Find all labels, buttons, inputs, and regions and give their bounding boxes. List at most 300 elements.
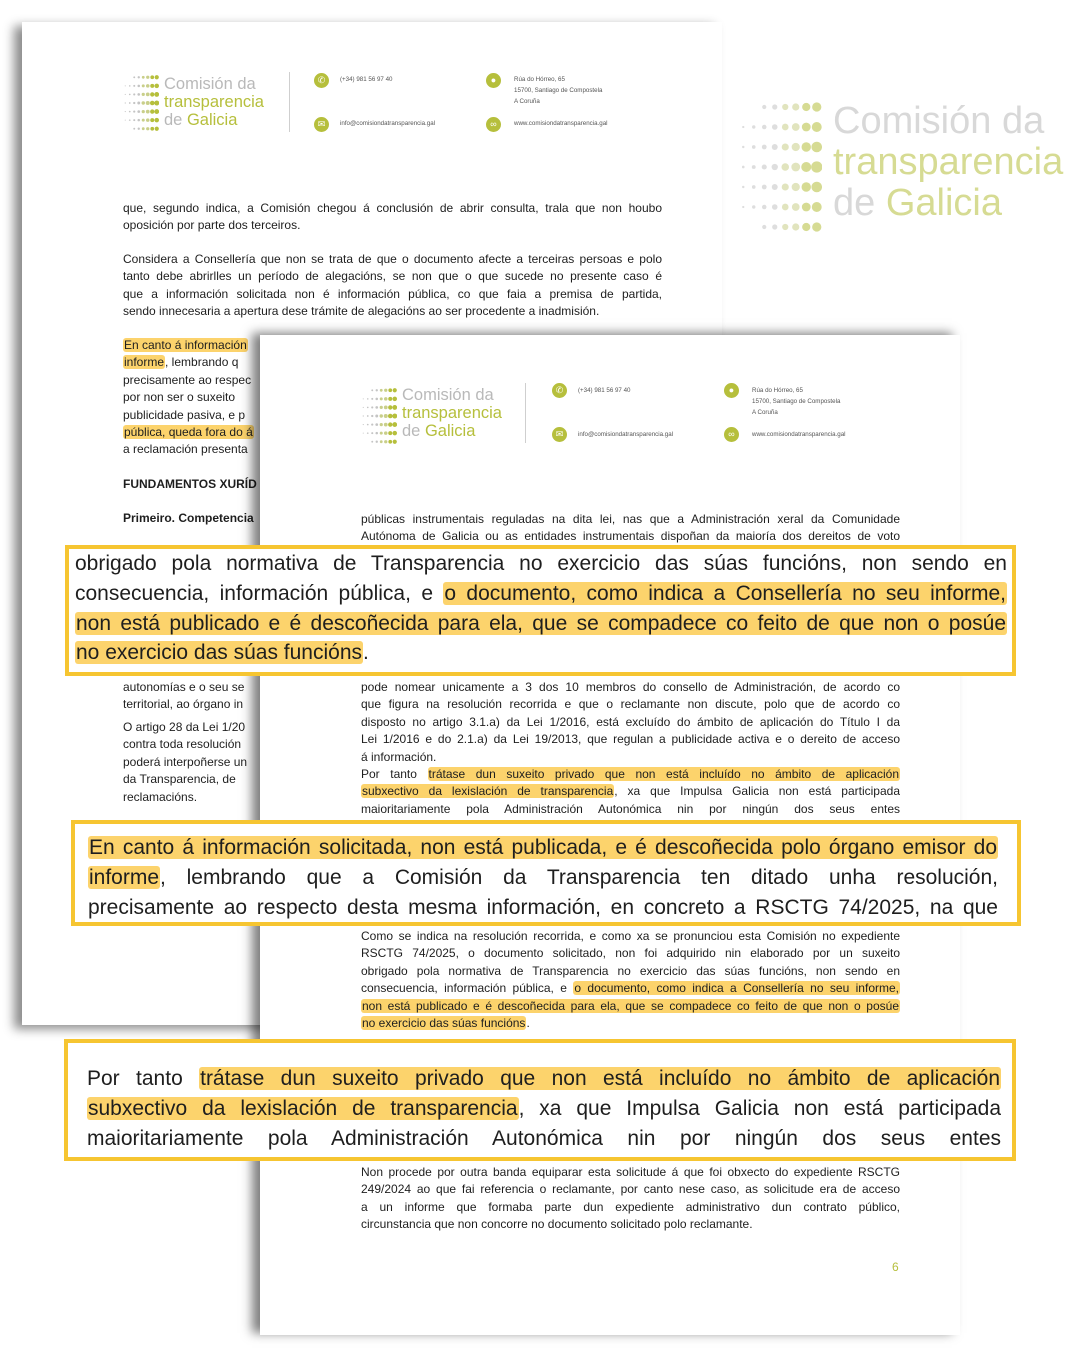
logo-dot <box>388 397 392 401</box>
text-segment: consecuencia, información pública, e <box>361 981 574 996</box>
text-segment: públicas instrumentais reguladas na dita lei, nas que a Administración xeral da Comunidade <box>361 512 900 526</box>
text-segment: Considera a Consellería que non se trata de que o documento afecte a terceiras persoas e polo <box>123 252 662 266</box>
logo-dot <box>384 406 388 410</box>
phone-icon: ✆ <box>552 383 567 398</box>
logo-dot <box>142 93 145 96</box>
logo-dots-icon <box>123 73 159 133</box>
logo-dot <box>137 110 140 113</box>
text-segment: que figura na resolución recorrida e que o reclamante non discute, polo que de acordo co <box>361 697 900 712</box>
logo-dots-icon <box>361 386 397 446</box>
text-segment: a reclamación presenta <box>123 442 248 457</box>
logo-dot <box>782 124 789 131</box>
text-segment: obrigado pola normativa de Transparencia no exercicio das súas funcións, non sendo en <box>75 552 1007 575</box>
logo-dot <box>154 118 159 123</box>
logo-line-3b: Galicia <box>424 422 476 440</box>
logo-dot <box>802 123 811 132</box>
email-icon: ✉ <box>552 427 567 442</box>
logo-dot <box>388 414 393 419</box>
logo-dots-icon <box>738 97 822 237</box>
logo-dot <box>384 397 388 401</box>
logo-dot <box>125 85 126 86</box>
logo-dot <box>781 163 789 171</box>
text-line <box>87 1124 1001 1154</box>
paragraph <box>361 679 900 766</box>
text-segment: obrigado pola normativa de Transparencia no exercicio das súas funcións, non sendo en <box>361 963 900 978</box>
logo-dot <box>392 405 397 410</box>
logo-dot <box>384 431 388 435</box>
link-icon: ∞ <box>724 427 739 442</box>
logo-dot <box>812 122 822 132</box>
logo-dot <box>129 85 131 87</box>
logo-dot <box>375 415 378 418</box>
header-divider <box>289 72 290 132</box>
text-segment: que, segundo indica, a Comisión chegou á conclusión de abrir consulta, trala que non houbo <box>123 201 662 215</box>
text-line <box>87 1094 1001 1124</box>
logo-dot <box>371 441 373 443</box>
logo-dot <box>742 186 744 188</box>
logo-dot <box>384 440 387 443</box>
website-url: www.comisiondatransparencia.gal <box>752 431 846 438</box>
zoom-callout-1 <box>65 545 1016 676</box>
highlighted-text: En canto á información <box>124 338 247 352</box>
logo-dot <box>146 127 149 130</box>
highlighted-text: non está publicado e é descoñecida para ela, que se compadece co feito de que non o posúe <box>362 998 899 1013</box>
logo-dot <box>388 440 392 444</box>
text-line <box>361 945 900 962</box>
logo-line-3a: de <box>164 111 187 129</box>
phone-number: (+34) 981 56 97 40 <box>578 387 631 394</box>
logo-dot <box>392 397 397 402</box>
logo-dot <box>142 84 145 87</box>
logo-line-2: transparencia <box>164 93 264 111</box>
logo-dot <box>392 413 397 418</box>
highlighted-text: o documento, como indica a Consellería no seu informe, <box>444 581 1006 605</box>
logo-dot <box>772 204 778 210</box>
logo-dot <box>393 440 397 444</box>
text-segment: á información. <box>361 749 437 764</box>
logo-dot <box>388 405 392 409</box>
text-line <box>361 696 900 713</box>
text-line <box>75 549 1007 579</box>
logo-dot <box>142 76 145 79</box>
paragraph <box>361 766 900 818</box>
logo-dot <box>762 125 766 129</box>
paragraph <box>361 928 900 1032</box>
zoom-callout-2 <box>71 820 1021 926</box>
logo-dot <box>782 204 789 211</box>
paragraph <box>123 200 662 235</box>
logo-dot <box>742 126 744 128</box>
text-segment: que a información solicitada non é información pública, co que faia a premisa de partida, <box>123 286 662 301</box>
logo-dot <box>380 406 383 409</box>
text-segment: , xa que Impulsa Galicia non está participada <box>614 784 900 799</box>
callout-text <box>87 1064 1001 1153</box>
logo-dot <box>792 103 799 110</box>
logo-dot <box>802 103 810 111</box>
logo-dot <box>125 102 126 103</box>
address-line: 15700, Santiago de Compostela <box>514 87 603 94</box>
logo-dot <box>155 127 159 131</box>
logo-dot <box>133 76 135 78</box>
logo-dot <box>125 111 126 112</box>
highlighted-text: informe <box>124 355 165 370</box>
logo-dot <box>137 102 140 105</box>
text-segment: Autónoma de Galicia ou as entidades instrumentais dispoñan da maioría dos dereitos de voto <box>361 529 900 544</box>
address-line: Rúa do Hórreo, 65 <box>752 387 803 394</box>
text-segment: Por tanto <box>87 1067 200 1090</box>
paragraph <box>361 511 900 546</box>
logo-dot <box>137 93 140 96</box>
logo-dot <box>802 142 811 151</box>
logo-dot <box>812 222 821 231</box>
logo-dot <box>742 206 744 208</box>
logo-dot <box>772 124 778 130</box>
logo-dot <box>384 414 388 418</box>
logo-dot <box>782 143 789 150</box>
text-line <box>361 766 900 783</box>
logo-dot <box>367 432 369 434</box>
logo-dot <box>812 202 822 212</box>
logo-dot <box>752 185 756 189</box>
logo-dot <box>129 94 131 96</box>
text-segment: territorial, ao órgano in <box>123 697 244 712</box>
callout-text <box>88 833 998 922</box>
zoom-callout-3 <box>64 1039 1016 1161</box>
highlighted-text: subxectivo da lexislación de transparencia <box>88 1096 518 1120</box>
logo-dot <box>752 125 755 128</box>
text-line <box>123 286 662 303</box>
logo-dot <box>762 164 767 169</box>
logo-dot <box>142 127 145 130</box>
text-line <box>75 609 1007 639</box>
logo-dot <box>138 128 140 130</box>
text-segment: publicidade pasiva, e p <box>123 407 246 422</box>
logo-dot <box>772 164 778 170</box>
logo-dot <box>133 93 135 95</box>
logo-dot <box>375 432 378 435</box>
text-line <box>361 928 900 945</box>
text-segment: poderá interpoñerse un <box>123 754 248 769</box>
logo-dot <box>388 422 392 426</box>
logo-dot <box>392 422 397 427</box>
text-line <box>123 200 662 217</box>
highlighted-text: trátase dun suxeito privado que non está incluído no ámbito de aplicación <box>428 767 899 781</box>
logo-dot <box>367 407 369 409</box>
text-segment: pode nomear unicamente a 3 dos 10 membros do consello de Administración, de acordo co <box>361 680 900 694</box>
logo-dot <box>142 119 145 122</box>
logo-dot <box>772 184 778 190</box>
logo-dot <box>125 120 126 121</box>
text-line <box>75 638 1007 668</box>
logo-dot <box>792 183 800 191</box>
text-line <box>361 1164 900 1181</box>
logo-dot <box>792 123 800 131</box>
logo-dot <box>802 182 811 191</box>
logo-line-1: Comisión da <box>402 386 494 404</box>
logo-dot <box>146 93 150 97</box>
logo-dot <box>142 101 145 104</box>
logo-dot <box>792 143 800 151</box>
text-line <box>75 579 1007 609</box>
logo-dot <box>782 224 788 230</box>
logo-dot <box>133 102 135 104</box>
phone-icon: ✆ <box>314 73 329 88</box>
text-segment: Por tanto <box>361 767 428 781</box>
letterhead <box>22 22 722 162</box>
logo-line-3a: de <box>402 422 425 440</box>
text-segment: Como se indica na resolución recorrida, e como xa se pronunciou esta Comisión no expediente <box>361 929 900 943</box>
highlighted-text: no exercicio das súas funcións <box>362 1015 526 1030</box>
text-segment: oposición por parte dos terceiros. <box>123 218 301 233</box>
text-segment: Lei 1/2016 e do 2.1.a) da Lei 19/2013, que regulan a publicidade activa e o dereito de acceso <box>361 732 900 747</box>
logo-dot <box>363 398 364 399</box>
text-line <box>361 963 900 980</box>
highlighted-text: subxectivo da lexislación de transparencia <box>362 784 614 799</box>
logo-dot <box>133 110 135 112</box>
logo-dot <box>154 84 159 89</box>
logo-dot <box>133 119 135 121</box>
text-segment: Non procede por outra banda equiparar esta solicitude á que foi obxecto do expediente RSCTG <box>361 1165 900 1179</box>
logo-dot <box>782 183 789 190</box>
logo-dot <box>376 441 378 443</box>
text-line <box>361 1181 900 1198</box>
logo-dot <box>376 389 378 391</box>
text-line <box>361 998 900 1015</box>
highlighted-text: o documento, como indica a Consellería no seu informe, <box>574 981 899 996</box>
postal-address <box>514 74 602 107</box>
logo-dot <box>137 85 140 88</box>
text-line <box>361 801 900 818</box>
text-segment: tanto debe abrirlles un período de alegacións, se non que o que sucede no presente caso é <box>123 269 662 284</box>
logo-dot <box>762 205 766 209</box>
text-segment: . <box>363 641 369 665</box>
logo-dot <box>802 223 810 231</box>
logo-dot <box>380 397 383 400</box>
logo-dot <box>388 431 392 435</box>
logo-dot <box>742 146 744 148</box>
phone-number: (+34) 981 56 97 40 <box>340 76 393 83</box>
logo-dot <box>363 407 364 408</box>
logo-dot <box>133 85 135 87</box>
logo-dot <box>150 127 154 131</box>
text-segment: . <box>526 1015 530 1030</box>
address-line: A Coruña <box>514 98 540 105</box>
text-line <box>123 251 662 268</box>
logo-dot <box>371 398 373 400</box>
logo-dot <box>150 84 154 88</box>
logo-dot <box>742 166 745 169</box>
logo-dot <box>363 415 364 416</box>
logo-dot <box>811 161 822 172</box>
logo-dot <box>367 415 369 417</box>
text-line <box>361 511 900 528</box>
logo-dot <box>146 84 150 88</box>
logo-dot <box>154 100 159 105</box>
email-address: info@comisiondatransparencia.gal <box>340 120 436 127</box>
logo-text <box>164 75 264 129</box>
logo-dot <box>801 162 811 172</box>
text-line <box>361 679 900 696</box>
logo-dot <box>146 118 150 122</box>
logo-dot <box>155 75 159 79</box>
logo-dot <box>150 92 154 96</box>
text-line <box>361 528 900 545</box>
logo-dot <box>142 110 145 113</box>
logo-dot <box>772 224 777 229</box>
text-segment: , xa que Impulsa Galicia non está participada <box>518 1096 1001 1120</box>
logo-dot <box>811 142 822 153</box>
logo-dot <box>388 388 392 392</box>
text-segment: , lembrando que a Comisión da Transparencia ten ditado unha resolución, <box>160 865 998 889</box>
logo-dot <box>772 104 777 109</box>
postal-address <box>752 385 840 418</box>
text-line <box>88 893 998 923</box>
text-line <box>361 714 900 731</box>
logo-dot <box>752 205 755 208</box>
logo-dot <box>137 119 140 122</box>
logo-line-3b: Galicia <box>885 182 1002 224</box>
logo-dot <box>371 406 373 408</box>
text-segment: reclamacións. <box>123 789 198 804</box>
highlighted-text: informe <box>89 865 160 889</box>
logo-dot <box>752 165 756 169</box>
logo-dot <box>392 431 397 436</box>
subsection-heading: Primeiro. Competencia <box>123 511 254 525</box>
header-divider <box>525 383 526 443</box>
website-url: www.comisiondatransparencia.gal <box>514 120 608 127</box>
logo-dot <box>811 182 822 193</box>
logo-text <box>402 386 502 440</box>
callout-text <box>75 549 1007 668</box>
logo-dot <box>792 223 799 230</box>
text-line <box>361 1216 900 1233</box>
text-line <box>361 980 900 997</box>
text-line <box>123 268 662 285</box>
logo-dot <box>154 109 159 114</box>
highlighted-text: pública, queda fora do á <box>124 424 253 439</box>
text-segment: precisamente ao respec <box>123 372 252 387</box>
logo-dot <box>762 185 767 190</box>
logo-dot <box>138 76 140 78</box>
logo-dot <box>371 415 373 417</box>
logo-dot <box>380 389 383 392</box>
link-icon: ∞ <box>486 117 501 132</box>
text-segment: sendo innecesaria a apertura dese trámite de alegacións ao ser procedente a inadmisión. <box>123 304 600 319</box>
logo-dot <box>380 423 383 426</box>
logo-dot <box>150 75 154 79</box>
logo-line-2: transparencia <box>833 141 1064 183</box>
logo-dot <box>762 225 766 229</box>
logo-dot <box>791 163 800 172</box>
text-line <box>361 783 900 800</box>
logo-dot <box>371 432 373 434</box>
logo-dot <box>367 398 369 400</box>
text-segment: circunstancia que non concorre no documento solicitado polo reclamante. <box>361 1217 753 1232</box>
logo-line-3b: Galicia <box>186 111 238 129</box>
logo-dot <box>150 109 154 113</box>
logo-line-2: transparencia <box>402 404 502 422</box>
paragraph <box>361 1164 900 1234</box>
logo-line-1: Comisión da <box>833 100 1045 142</box>
letterhead <box>260 335 960 475</box>
logo-dot <box>129 102 131 104</box>
paragraph <box>123 251 662 321</box>
logo-text <box>833 101 1063 224</box>
logo-dot <box>125 94 126 95</box>
logo-dot <box>762 145 767 150</box>
logo-dot <box>146 76 149 79</box>
location-pin-icon: ● <box>486 73 501 88</box>
logo-dot <box>380 432 383 435</box>
logo-dot <box>375 423 378 426</box>
text-segment: disposto no artigo 3.1.a) da Lei 1/2016, está excluído do ámbito de aplicación do Título I da <box>361 714 900 729</box>
logo-dot <box>150 101 155 106</box>
text-segment: da Transparencia, de <box>123 772 236 787</box>
text-segment: precisamente ao respecto desta mesma información, en concreto a RSCTG 74/2025, na que <box>88 895 998 919</box>
location-pin-icon: ● <box>724 383 739 398</box>
text-segment: consecuencia, información pública, e <box>75 581 444 605</box>
text-segment: O artigo 28 da Lei 1/20 <box>123 720 246 734</box>
address-line: 15700, Santiago de Compostela <box>752 398 841 405</box>
logo-dot <box>154 92 159 97</box>
highlighted-text: En canto á información solicitada, non está publicada, e é descoñecida polo órgano emisor do <box>89 836 997 859</box>
text-line <box>361 731 900 748</box>
logo-dot <box>782 104 788 110</box>
text-segment: , lembrando q <box>165 355 239 370</box>
logo-dot <box>375 398 378 401</box>
text-line <box>88 863 998 893</box>
email-address: info@comisiondatransparencia.gal <box>578 431 674 438</box>
logo-dot <box>146 101 150 105</box>
text-segment: a un informe que formaba parte dun expediente administrativo dun contrato público, <box>361 1199 900 1214</box>
highlighted-text: non está publicado e é descoñecida para ela, que se compadece co feito de que non o posúe <box>76 611 1006 635</box>
logo-dot <box>380 414 383 417</box>
logo-dot <box>802 203 811 212</box>
logo-line-1: Comisión da <box>164 75 256 93</box>
logo-dot <box>792 203 800 211</box>
logo-dot <box>393 388 397 392</box>
text-line <box>123 303 662 320</box>
text-segment: autonomías e o seu se <box>123 680 245 694</box>
logo-dot <box>363 433 364 434</box>
logo-dot <box>146 110 150 114</box>
logo-dot <box>371 423 373 425</box>
highlighted-text: no exercicio das súas funcións <box>76 641 362 665</box>
address-line: A Coruña <box>752 409 778 416</box>
text-line <box>361 749 900 766</box>
text-segment: 249/2024 ao que fai referencia o reclamante, por canto nese caso, as solicitude era de acceso <box>361 1182 900 1197</box>
logo-dot <box>812 102 821 111</box>
text-segment: contra toda resolución <box>123 737 242 752</box>
logo-dot <box>384 423 388 427</box>
text-line <box>361 1015 900 1032</box>
large-logo <box>735 95 1080 240</box>
text-line <box>361 1199 900 1216</box>
logo-dot <box>129 111 131 113</box>
page-number: 6 <box>892 1260 899 1274</box>
address-line: Rúa do Hórreo, 65 <box>514 76 565 83</box>
text-line <box>88 833 998 863</box>
text-segment: maioritariamente pola Administración Autonómica nin por ningún dos seus entes <box>87 1126 1001 1150</box>
text-line <box>123 217 662 234</box>
logo-dot <box>384 389 387 392</box>
section-heading: FUNDAMENTOS XURÍD <box>123 477 257 491</box>
logo-dot <box>133 128 135 130</box>
logo-dot <box>363 424 364 425</box>
logo-dot <box>772 144 778 150</box>
highlighted-text: trátase dun suxeito privado que non está incluído no ámbito de aplicación <box>200 1067 1000 1090</box>
logo-dot <box>380 440 383 443</box>
